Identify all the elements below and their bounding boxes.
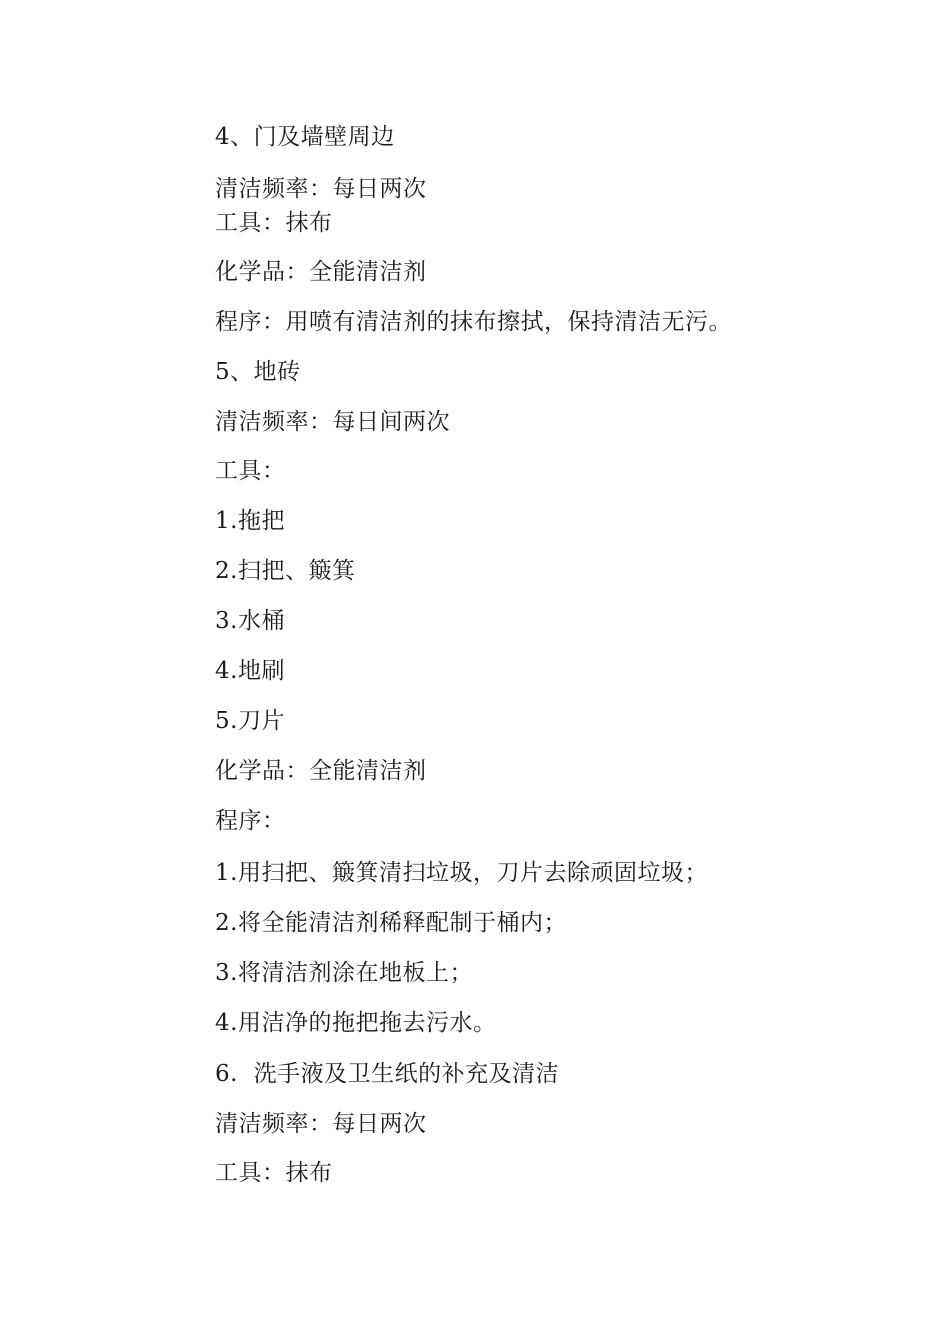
section-heading-soap-tissue: 6. 洗手液及卫生纸的补充及清洁 (215, 1061, 560, 1087)
procedure-step: 4.用洁净的拖把拖去污水。 (215, 1010, 497, 1036)
tool-list-item: 5.刀片 (215, 708, 285, 734)
tools-text: 工具：抹布 (215, 1160, 333, 1186)
tools-label: 工具： (215, 458, 286, 484)
section-heading-doors-walls: 4、门及墙壁周边 (215, 124, 395, 150)
tool-list-item: 3.水桶 (215, 608, 285, 634)
chemicals-text: 化学品：全能清洁剂 (215, 259, 427, 285)
tool-list-item: 1.拖把 (215, 508, 285, 534)
cleaning-frequency-text: 清洁频率：每日两次 (215, 1111, 427, 1137)
procedure-step: 2.将全能清洁剂稀释配制于桶内； (215, 910, 567, 936)
tools-text: 工具：抹布 (215, 210, 333, 236)
chemicals-text: 化学品：全能清洁剂 (215, 758, 427, 784)
procedure-step: 3.将清洁剂涂在地板上； (215, 960, 473, 986)
section-heading-floor-tiles: 5、地砖 (215, 359, 301, 385)
tool-list-item: 2.扫把、簸箕 (215, 558, 356, 584)
procedure-text: 程序：用喷有清洁剂的抹布擦拭，保持清洁无污。 (215, 309, 732, 335)
cleaning-frequency-text: 清洁频率：每日间两次 (215, 409, 450, 435)
procedure-label: 程序： (215, 808, 286, 834)
procedure-step: 1.用扫把、簸箕清扫垃圾，刀片去除顽固垃圾； (215, 860, 708, 886)
tool-list-item: 4.地刷 (215, 658, 285, 684)
cleaning-frequency-text: 清洁频率：每日两次 (215, 176, 427, 202)
